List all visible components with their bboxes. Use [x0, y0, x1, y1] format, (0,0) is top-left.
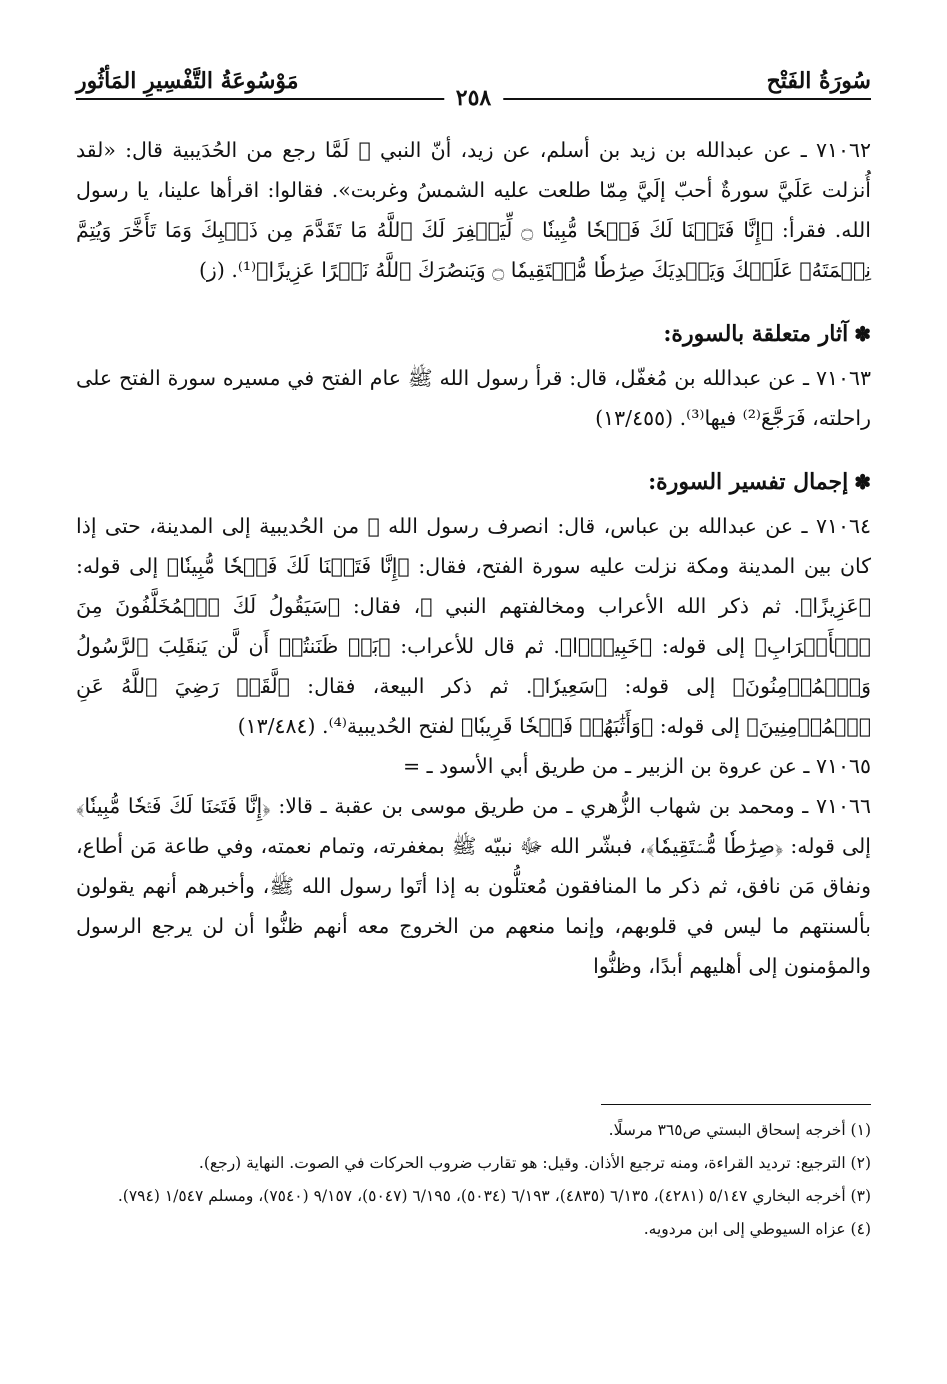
narration-71066: ٧١٠٦٦ ـ ومحمد بن شهاب الزُّهري ـ من طريق موسى بن عقبة ـ قالا: ﴿إِنَّا فَتَحۡنَا لَكَ فَتۡحٗا مُّبِينٗا﴾ إلى قوله: ﴿صِرَٰطٗا مُّسۡتَقِيمٗا﴾، فبشّر الله ﷻ نبيّه ﷺ بمغفرته، وتمام نعمته، وفي طاعة مَن أطاع، ونفاق مَن نافق، ثم ذكر ما المنافقون مُعتلُّون به إذا أتَوا رسول الله ﷺ، وأخبرهم أنهم يقولون بألسنتهم ما ليس في قلوبهم، وإنما منعهم من الخروج معه أنهم ظنُّوا أن لن يرجع الرسول والمؤمنون إلى أهليهم أبدًا، وظنُّوا	[76, 794, 871, 978]
footnote-2: (٢) الترجيع: ترديد القراءة، ومنه ترجيع الأذان. وقيل: هو تقارب ضروب الحركات في الصوت. النهاية (رجع).	[198, 1154, 871, 1172]
narration-71065: ٧١٠٦٥ ـ عن عروة بن الزبير ـ من طريق أبي الأسود ـ =	[402, 754, 871, 778]
footnote-4: (٤) عزاه السيوطي إلى ابن مردويه.	[643, 1220, 871, 1238]
footnote-rule	[601, 1104, 871, 1105]
heading-text: آثار متعلقة بالسورة:	[663, 321, 849, 347]
ornament-icon: ✽	[854, 470, 871, 494]
footnotes	[76, 1104, 871, 1249]
footnote-1: (١) أخرجه إسحاق البستي ص٣٦٥ مرسلًا.	[608, 1121, 871, 1139]
narration-71063: ٧١٠٦٣ ـ عن عبدالله بن مُغفّل، قال: قرأ رسول الله ﷺ عام الفتح في مسيره سورة الفتح على راحلته، فَرَجَّعَ⁽²⁾ فيها⁽³⁾. (١٣/٤٥٥)	[76, 366, 871, 430]
section-heading-summary	[76, 462, 871, 502]
narration-71062: ٧١٠٦٢ ـ عن عبدالله بن زيد بن أسلم، عن زيد، أنّ النبي ﷺ لَمَّا رجع من الحُدَيبية قال: «لقد أُنزلت عَلَيَّ سورةٌ أحبّ إلَيَّ مِمّا طلعت عليه الشمسُ وغربت». فقالوا: اقرأها علينا، يا رسول الله. فقرأ: ﴿إِنَّا فَتَحۡنَا لَكَ فَتۡحٗا مُّبِينٗا ۝ لِّيَغۡفِرَ لَكَ ٱللَّهُ مَا تَقَدَّمَ مِن ذَنۢبِكَ وَمَا تَأَخَّرَ وَيُتِمَّ نِعۡمَتَهُۥ عَلَيۡكَ وَيَهۡدِيَكَ صِرَٰطٗا مُّسۡتَقِيمٗا ۝ وَيَنصُرَكَ ٱللَّهُ نَصۡرًا عَزِيزًا﴾⁽¹⁾. (ز)	[76, 138, 871, 282]
main-text	[76, 130, 871, 986]
book-title: مَوْسُوعَةُ التَّفْسِيرِ المَأثُور	[76, 68, 299, 94]
page-number: ٢٥٨	[444, 84, 503, 112]
heading-text: إجمال تفسير السورة:	[648, 469, 849, 495]
section-heading-related-athar	[76, 314, 871, 354]
sura-title: سُورَةُ الفَتْح	[766, 68, 871, 94]
ornament-icon: ✽	[854, 322, 871, 346]
page-header	[76, 62, 871, 116]
narration-71064: ٧١٠٦٤ ـ عن عبدالله بن عباس، قال: انصرف رسول الله ﷺ من الحُديبية إلى المدينة، حتى إذا كان بين المدينة ومكة نزلت عليه سورة الفتح، فقال: ﴿إِنَّا فَتَحۡنَا لَكَ فَتۡحٗا مُّبِينٗا﴾ إلى قوله: ﴿عَزِيزًا﴾. ثم ذكر الله الأعراب ومخالفتهم النبي ﷺ، فقال: ﴿سَيَقُولُ لَكَ ٱلۡمُخَلَّفُونَ مِنَ ٱلۡأَعۡرَابِ﴾ إلى قوله: ﴿خَبِيرَۢا﴾. ثم قال للأعراب: ﴿بَلۡ ظَنَنتُمۡ أَن لَّن يَنقَلِبَ ٱلرَّسُولُ وَٱلۡمُؤۡمِنُونَ﴾ إلى قوله: ﴿سَعِيرٗا﴾. ثم ذكر البيعة، فقال: ﴿لَّقَدۡ رَضِيَ ٱللَّهُ عَنِ ٱلۡمُؤۡمِنِينَ﴾ إلى قوله: ﴿وَأَثَٰبَهُمۡ فَتۡحٗا قَرِيبٗا﴾ لفتح الحُديبية⁽⁴⁾. (١٣/٤٨٤)	[76, 514, 871, 738]
footnote-3: (٣) أخرجه البخاري ٥/١٤٧ (٤٢٨١)، ٦/١٣٥ (٤٨٣٥)، ٦/١٩٣ (٥٠٣٤)، ٦/١٩٥ (٥٠٤٧)، ٩/١٥٧ (٧٥٤٠)، ومسلم ١/٥٤٧ (٧٩٤).	[117, 1187, 871, 1205]
